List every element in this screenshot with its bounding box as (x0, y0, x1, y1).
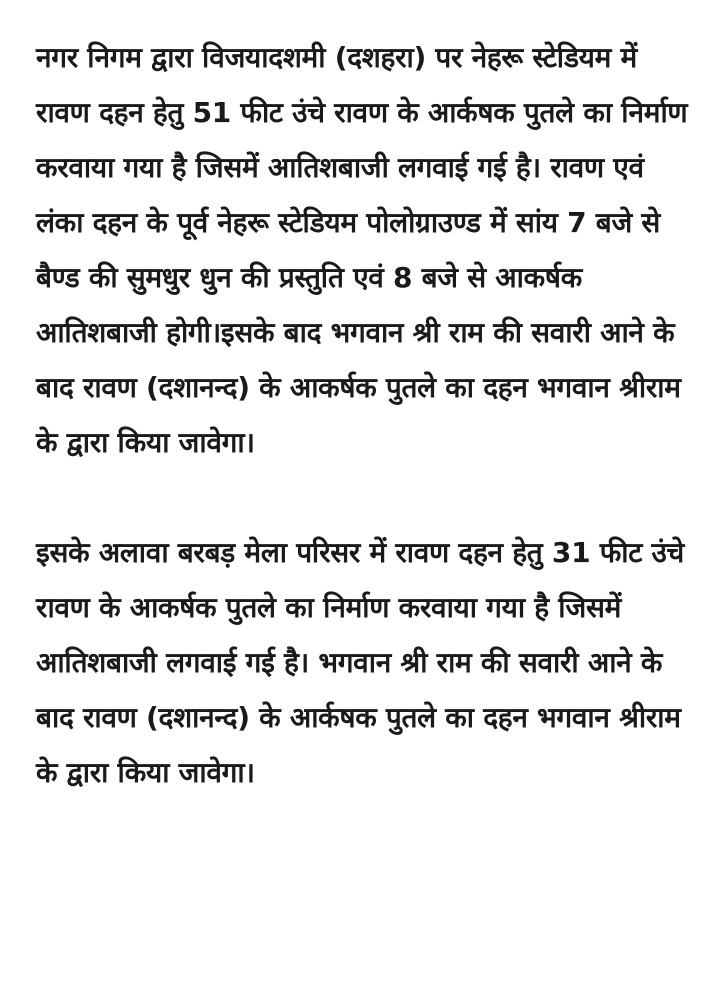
paragraph-barbad-mela: इसके अलावा बरबड़ मेला परिसर में रावण दहन हेतु 31 फीट उंचे रावण के आकर्षक पुतले का निर्माण करवाया गया है जिसमें आतिशबाजी लगवाई गई है। भगवान श्री राम की सवारी आने के बाद रावण (दशानन्द) के आर्कषक पुतले का दहन भगवान श्रीराम के द्वारा किया जावेगा। (36, 536, 685, 789)
paragraph-dussehra-nehru-stadium: नगर निगम द्वारा विजयादशमी (दशहरा) पर नेहरू स्टेडियम में रावण दहन हेतु 51 फीट उंचे रावण के आर्कषक पुतले का निर्माण करवाया गया है जिसमें आतिशबाजी लगवाई गई है। रावण एवं लंका दहन के पूर्व नेहरू स्टेडियम पोलोग्राउण्ड में सांय 7 बजे से बैण्ड की सुमधुर धुन की प्रस्तुति एवं 8 बजे से आकर्षक आतिशबाजी होगी।इसके बाद भगवान श्री राम की सवारी आने के बाद रावण (दशानन्द) के आकर्षक पुतले का दहन भगवान श्रीराम के द्वारा किया जावेगा। (36, 41, 688, 459)
article-body (36, 30, 696, 800)
